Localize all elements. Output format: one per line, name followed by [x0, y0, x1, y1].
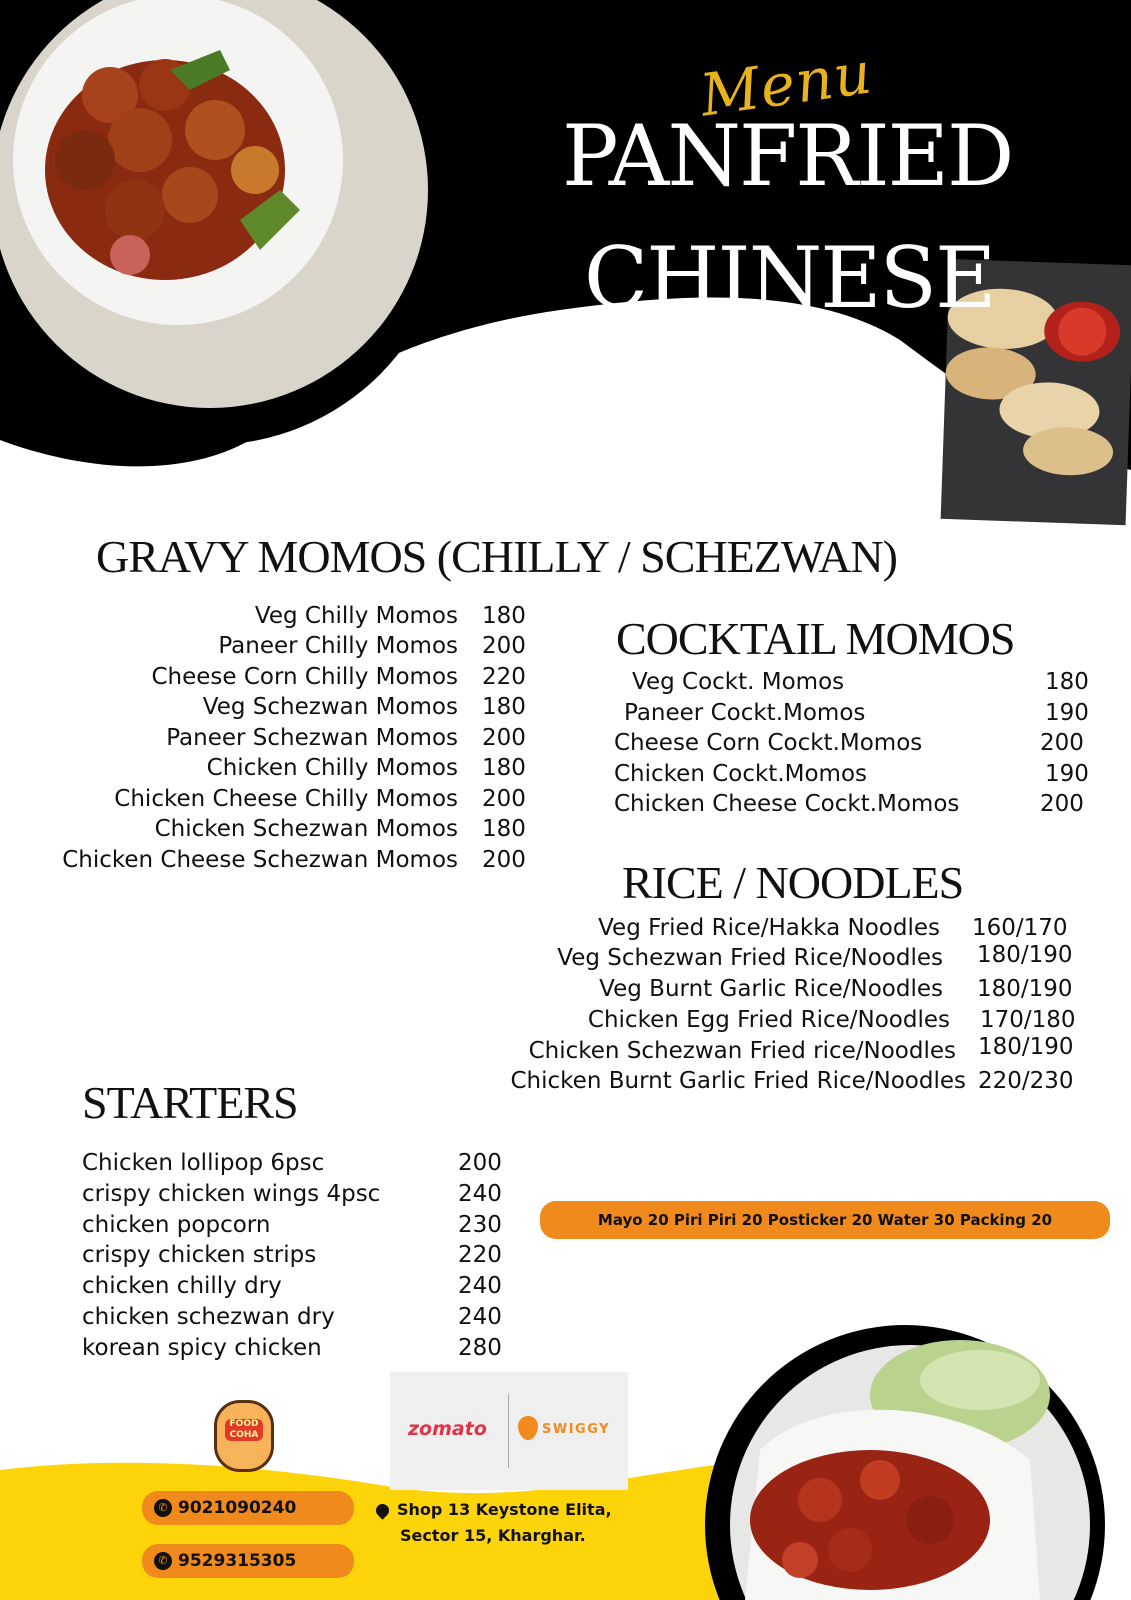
menu-item: crispy chicken wings 4psc	[82, 1181, 381, 1207]
item-name: Veg Chilly Momos	[254, 603, 458, 629]
menu-item: chicken schezwan dry	[82, 1304, 335, 1330]
item-name: Veg Burnt Garlic Rice/Noodles	[599, 976, 943, 1002]
item-price: 200	[1040, 730, 1084, 756]
item-name: Chicken Cheese Chilly Momos	[114, 786, 458, 812]
item-price: 180	[482, 694, 526, 720]
item-price: 230	[458, 1212, 502, 1238]
menu-item: chicken popcorn	[82, 1212, 271, 1238]
item-price: 200	[482, 847, 526, 873]
item-price: 200	[482, 725, 526, 751]
title-line-2: CHINESE	[584, 229, 995, 327]
title-line-1: PANFRIED	[562, 107, 1013, 205]
item-price: 180/190	[977, 942, 1073, 968]
partners-divider	[508, 1394, 509, 1468]
item-name: Chicken Egg Fried Rice/Noodles	[587, 1007, 950, 1033]
menu-item: Paneer Cockt.Momos	[624, 700, 866, 726]
item-price: 180	[482, 816, 526, 842]
item-price: 200	[1040, 791, 1084, 817]
item-price: 240	[458, 1181, 502, 1207]
menu-script-title: Menu	[696, 38, 877, 130]
item-name: Paneer Schezwan Momos	[166, 725, 458, 751]
location-pin-icon	[373, 1501, 391, 1519]
phone-number-2: 9529315305	[178, 1551, 297, 1571]
item-price: 220	[458, 1242, 502, 1268]
item-name: Veg Fried Rice/Hakka Noodles	[598, 915, 940, 941]
swiggy-logo: SWIGGY	[542, 1422, 611, 1437]
delivery-partners-box	[390, 1372, 628, 1490]
extras-badge: Mayo 20 Piri Piri 20 Posticker 20 Water 30 Packing 20	[540, 1201, 1110, 1239]
phone-icon: ✆	[154, 1499, 172, 1517]
phone-badge-1	[142, 1491, 354, 1525]
item-name: Chicken Chilly Momos	[206, 755, 458, 781]
item-price: 180	[482, 755, 526, 781]
item-price: 200	[458, 1150, 502, 1176]
food-coha-logo	[214, 1400, 274, 1472]
phone-number-1: 9021090240	[178, 1498, 297, 1518]
item-price: 240	[458, 1273, 502, 1299]
item-name: Veg Schezwan Momos	[202, 694, 458, 720]
menu-item: crispy chicken strips	[82, 1242, 317, 1268]
item-name: Veg Schezwan Fried Rice/Noodles	[557, 945, 943, 971]
item-price: 170/180	[980, 1007, 1076, 1033]
starters-title: STARTERS	[82, 1077, 298, 1128]
menu-item: Cheese Corn Cockt.Momos	[614, 730, 923, 756]
item-price: 220	[482, 664, 526, 690]
gravy-momos-title: GRAVY MOMOS (CHILLY / SCHEZWAN)	[96, 531, 897, 582]
menu-item: Chicken Cockt.Momos	[614, 761, 868, 787]
item-price: 180	[482, 603, 526, 629]
item-name: Chicken Cheese Schezwan Momos	[62, 847, 458, 873]
logo-text: FOOD COHA	[225, 1419, 263, 1441]
menu-item: korean spicy chicken	[82, 1335, 322, 1361]
item-name: Chicken Schezwan Fried rice/Noodles	[528, 1038, 956, 1064]
address-line-2: Sector 15, Kharghar.	[400, 1526, 586, 1545]
phone-icon: ✆	[154, 1552, 172, 1570]
item-name: Paneer Chilly Momos	[218, 633, 458, 659]
item-price: 180/190	[978, 1034, 1074, 1060]
rice-noodles-title: RICE / NOODLES	[622, 857, 964, 908]
cocktail-momos-title: COCKTAIL MOMOS	[616, 613, 1015, 664]
item-price: 200	[482, 786, 526, 812]
item-price: 190	[1045, 761, 1089, 787]
item-name: Cheese Corn Chilly Momos	[151, 664, 458, 690]
phone-badge-2	[142, 1544, 354, 1578]
item-price: 180	[1045, 669, 1089, 695]
zomato-logo: zomato	[408, 1418, 487, 1440]
item-name: Chicken Schezwan Momos	[154, 816, 458, 842]
item-price: 200	[482, 633, 526, 659]
item-price: 240	[458, 1304, 502, 1330]
address-block	[376, 1497, 612, 1549]
swiggy-icon	[518, 1416, 538, 1440]
item-price: 190	[1045, 700, 1089, 726]
item-price: 180/190	[977, 976, 1073, 1002]
menu-item: Chicken lollipop 6psc	[82, 1150, 325, 1176]
item-name: Chicken Burnt Garlic Fried Rice/Noodles	[510, 1068, 966, 1094]
menu-item: Veg Cockt. Momos	[632, 669, 845, 695]
menu-item: chicken chilly dry	[82, 1273, 282, 1299]
item-price: 220/230	[978, 1068, 1074, 1094]
address-line-1: Shop 13 Keystone Elita,	[397, 1500, 612, 1519]
menu-item: Chicken Cheese Cockt.Momos	[614, 791, 960, 817]
item-price: 280	[458, 1335, 502, 1361]
item-price: 160/170	[972, 915, 1068, 941]
